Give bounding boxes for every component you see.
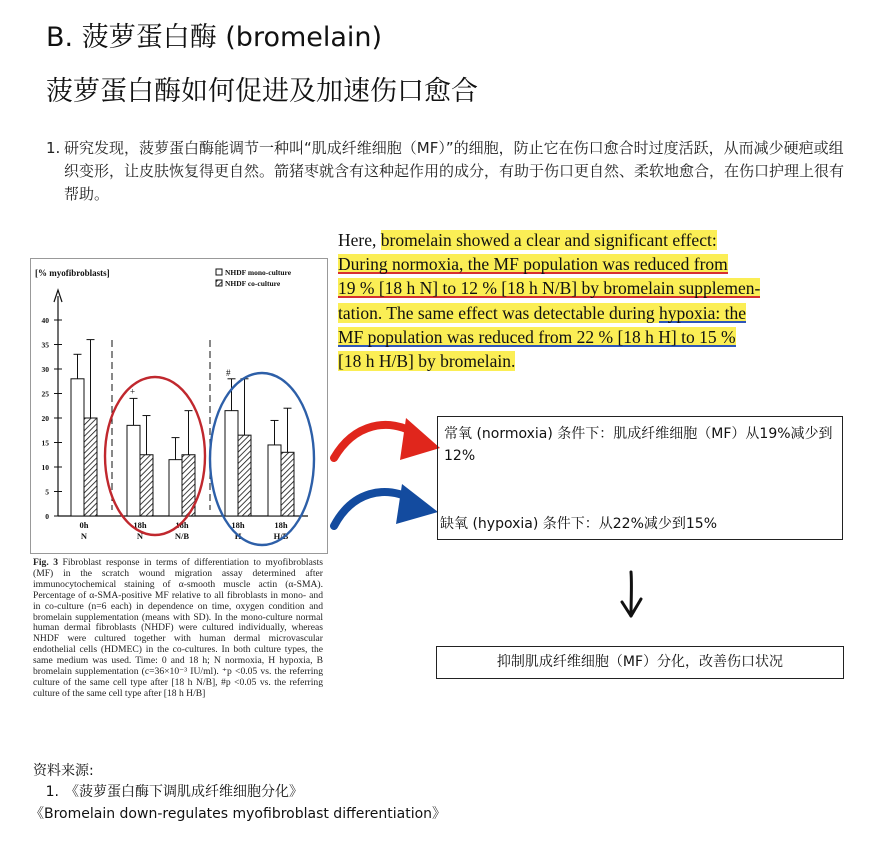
bar-mono-1 bbox=[127, 425, 140, 516]
list-number: 1. bbox=[46, 139, 61, 157]
significance-mark-hash: # bbox=[226, 367, 231, 378]
y-tick-label: 15 bbox=[41, 438, 49, 448]
section-heading: B. 菠萝蛋白酶 (bromelain) bbox=[46, 22, 383, 53]
y-tick-label: 40 bbox=[41, 316, 49, 325]
y-axis-label: [% myofibroblasts] bbox=[35, 268, 110, 278]
normoxia-result: 常氧 (normoxia) 条件下：肌成纤维细胞（MF）从19%减少到12% bbox=[444, 426, 833, 464]
legend-label-mono: NHDF mono-culture bbox=[225, 268, 292, 277]
y-tick-label: 0 bbox=[45, 512, 49, 521]
bar-mono-2 bbox=[169, 460, 182, 516]
paper-excerpt bbox=[338, 228, 806, 373]
bar-co-3 bbox=[238, 435, 251, 516]
excerpt-line-4: tation. The same effect was detectable during hypoxia: the bbox=[338, 302, 747, 323]
x-tick-label: H/B bbox=[273, 531, 289, 541]
excerpt-line-2: During normoxia, the MF population was reduced from bbox=[338, 254, 728, 275]
finding-text: 研究发现，菠萝蛋白酶能调节一种叫“肌成纤维细胞（MF）”的细胞，防止它在伤口愈合时过度活跃，从而减少硬疤或组织变形，让皮肤恢复得更自然。箭猪枣就含有这种起作用的成分，有助于伤口更自然、柔软地愈合，在伤口护理上很有帮助。 bbox=[64, 139, 845, 203]
bar-co-1 bbox=[140, 455, 153, 516]
page-title: 菠萝蛋白酶如何促进及加速伤口愈合 bbox=[46, 76, 478, 107]
finding-paragraph bbox=[46, 137, 846, 206]
curved-arrows bbox=[326, 400, 444, 540]
y-tick-label: 10 bbox=[41, 463, 49, 472]
reference-title-en: 《Bromelain down-regulates myofibroblast differentiation》 bbox=[30, 806, 447, 822]
bar-mono-3 bbox=[225, 411, 238, 516]
excerpt-line-6: [18 h H/B] by bromelain. bbox=[338, 351, 516, 372]
bar-co-4 bbox=[281, 452, 294, 516]
x-tick-label: N/B bbox=[174, 531, 190, 541]
reference-title-zh: 《菠萝蛋白酶下调肌成纤维细胞分化》 bbox=[65, 784, 303, 800]
x-tick-labels bbox=[80, 520, 289, 541]
bar-marks bbox=[71, 340, 294, 516]
legend-label-co: NHDF co-culture bbox=[225, 279, 281, 288]
reference-number: 1. bbox=[45, 784, 59, 800]
excerpt-line-5: MF population was reduced from 22 % [18 h H] to 15 % bbox=[338, 326, 736, 347]
caption-label: Fig. 3 bbox=[33, 557, 59, 568]
red-arrow-head-icon bbox=[400, 418, 440, 460]
x-tick-label: H bbox=[234, 531, 242, 541]
x-tick-label: N bbox=[80, 531, 88, 541]
blue-arrow-head-icon bbox=[396, 484, 438, 524]
references-title: 资料来源: bbox=[33, 763, 94, 779]
significance-mark-plus: + bbox=[130, 386, 136, 397]
y-tick-label: 30 bbox=[41, 365, 49, 374]
excerpt-line-1: Here, bromelain showed a clear and significant effect: bbox=[338, 230, 717, 250]
x-tick-label: 18h bbox=[175, 520, 189, 530]
legend-swatch-mono bbox=[216, 269, 222, 275]
bar-mono-4 bbox=[268, 445, 281, 516]
excerpt-line-3: 19 % [18 h N] to 12 % [18 h N/B] by bromelain supplemen- bbox=[338, 278, 761, 299]
down-arrow-icon bbox=[618, 570, 646, 620]
myofibroblast-bar-chart bbox=[30, 258, 328, 554]
y-tick-label: 5 bbox=[45, 487, 49, 497]
caption-text: Fibroblast response in terms of differentiation to myofibroblasts (MF) in the scratch wound migration assay determined after immunocytochemical staining of α-smooth muscle actin (α-SMA). Percentage of α-SMA-positive MF relative to all fibroblasts in mono- and in co-culture (n=6 each) in dependence on time, oxygen condition and bromelain supplementation (means with SD). In the mono-culture normal human dermal fibroblasts (NHDF) were cultured individually, whereas NHDF were cultured together with human dermal microvascular endothelial cells (HDMEC) in the co-cultures. In both culture types, the same medium was used. Time: 0 and 18 h; N normoxia, H hypoxia, B bromelain supplementation (c=36×10⁻³ IU/ml). ⁺p <0.05 vs. the referring culture of the same cell type after [18 h N/B], #p <0.05 vs. the referring culture of the same cell type after [18 h H/B] bbox=[33, 557, 323, 699]
hypoxia-result: 缺氧 (hypoxia) 条件下：从22%减少到15% bbox=[440, 516, 717, 532]
x-tick-label: 18h bbox=[274, 520, 288, 530]
bar-co-0 bbox=[84, 418, 97, 516]
y-tick-label: 25 bbox=[41, 389, 49, 399]
x-tick-label: 18h bbox=[231, 520, 245, 530]
x-tick-label: 18h bbox=[133, 520, 147, 530]
y-ticks bbox=[42, 316, 63, 521]
x-tick-label: 0h bbox=[79, 520, 89, 530]
results-box bbox=[437, 416, 843, 540]
legend-swatch-co bbox=[216, 280, 222, 286]
y-tick-label: 20 bbox=[41, 414, 49, 423]
bar-mono-0 bbox=[71, 379, 84, 516]
conclusion-box: 抑制肌成纤维细胞（MF）分化，改善伤口状况 bbox=[436, 646, 844, 679]
y-tick-label: 35 bbox=[41, 340, 49, 350]
reference-item bbox=[33, 782, 303, 802]
figure-caption bbox=[33, 558, 323, 700]
x-tick-label: N bbox=[136, 531, 144, 541]
